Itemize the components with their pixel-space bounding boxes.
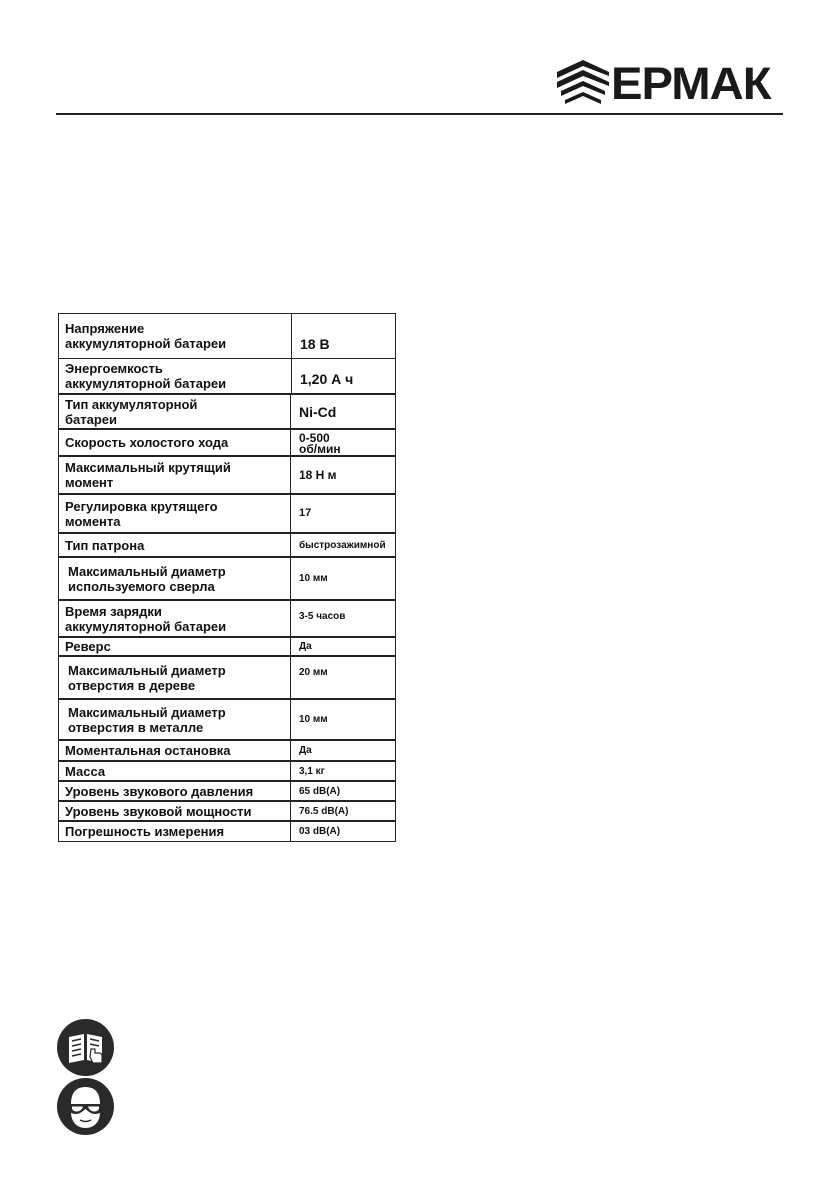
spec-value: быстрозажимной <box>290 533 396 557</box>
spec-value: Да <box>290 740 396 761</box>
spec-row <box>58 395 396 430</box>
spec-label: Реверс <box>58 637 291 656</box>
brand-logo-emblem <box>555 58 609 108</box>
spec-label: Тип аккумуляторной батареи <box>58 394 291 429</box>
spec-value: 1,20 А ч <box>291 358 396 394</box>
spec-label: Уровень звукового давления <box>58 781 291 801</box>
specs-table <box>58 313 397 843</box>
spec-label: Скорость холостого хода <box>58 429 291 456</box>
spec-row <box>58 802 396 822</box>
safety-goggles-icon <box>57 1078 114 1135</box>
spec-label: Напряжение аккумуляторной батареи <box>58 313 292 359</box>
spec-row <box>58 359 396 395</box>
spec-row <box>58 430 396 457</box>
spec-value: 76.5 dB(A) <box>290 801 396 821</box>
spec-label: Максимальный диаметр отверстия в дереве <box>58 656 291 699</box>
spec-label: Регулировка крутящего момента <box>58 494 291 533</box>
header-divider <box>56 113 783 115</box>
brand-logo <box>555 58 785 108</box>
spec-row <box>58 558 396 601</box>
spec-row <box>58 313 396 359</box>
spec-row <box>58 782 396 802</box>
spec-label: Моментальная остановка <box>58 740 291 761</box>
spec-value: 3-5 часов <box>290 600 396 637</box>
spec-value: 20 мм <box>290 656 396 699</box>
spec-label: Максимальный диаметр используемого сверла <box>58 557 291 600</box>
read-manual-icon <box>57 1019 114 1076</box>
spec-label: Погрешность измерения <box>58 821 291 842</box>
spec-row <box>58 822 396 843</box>
spec-label: Время зарядки аккумуляторной батареи <box>58 600 291 637</box>
spec-label: Масса <box>58 761 291 781</box>
spec-value: 18 В <box>291 313 396 359</box>
spec-row <box>58 457 396 495</box>
spec-row <box>58 601 396 638</box>
spec-value: 03 dB(A) <box>290 821 396 842</box>
spec-row <box>58 700 396 741</box>
spec-value: 10 мм <box>290 699 396 740</box>
spec-value: 65 dB(A) <box>290 781 396 801</box>
spec-value: 0-500 об/мин <box>290 429 396 456</box>
spec-row <box>58 495 396 534</box>
spec-value: 3,1 кг <box>290 761 396 781</box>
spec-row <box>58 534 396 558</box>
spec-row <box>58 741 396 762</box>
spec-value: 17 <box>290 494 396 533</box>
spec-row <box>58 638 396 657</box>
spec-label: Тип патрона <box>58 533 291 557</box>
spec-label: Максимальный диаметр отверстия в металле <box>58 699 291 740</box>
spec-label: Уровень звуковой мощности <box>58 801 291 821</box>
spec-row <box>58 657 396 700</box>
spec-label: Максимальный крутящий момент <box>58 456 291 494</box>
spec-row <box>58 762 396 782</box>
spec-label: Энергоемкость аккумуляторной батареи <box>58 358 292 394</box>
spec-value: Ni-Cd <box>290 394 396 429</box>
spec-value: Да <box>290 637 396 656</box>
spec-value: 18 Н м <box>290 456 396 494</box>
spec-value: 10 мм <box>290 557 396 600</box>
brand-name: ЕРМАК <box>611 58 771 109</box>
